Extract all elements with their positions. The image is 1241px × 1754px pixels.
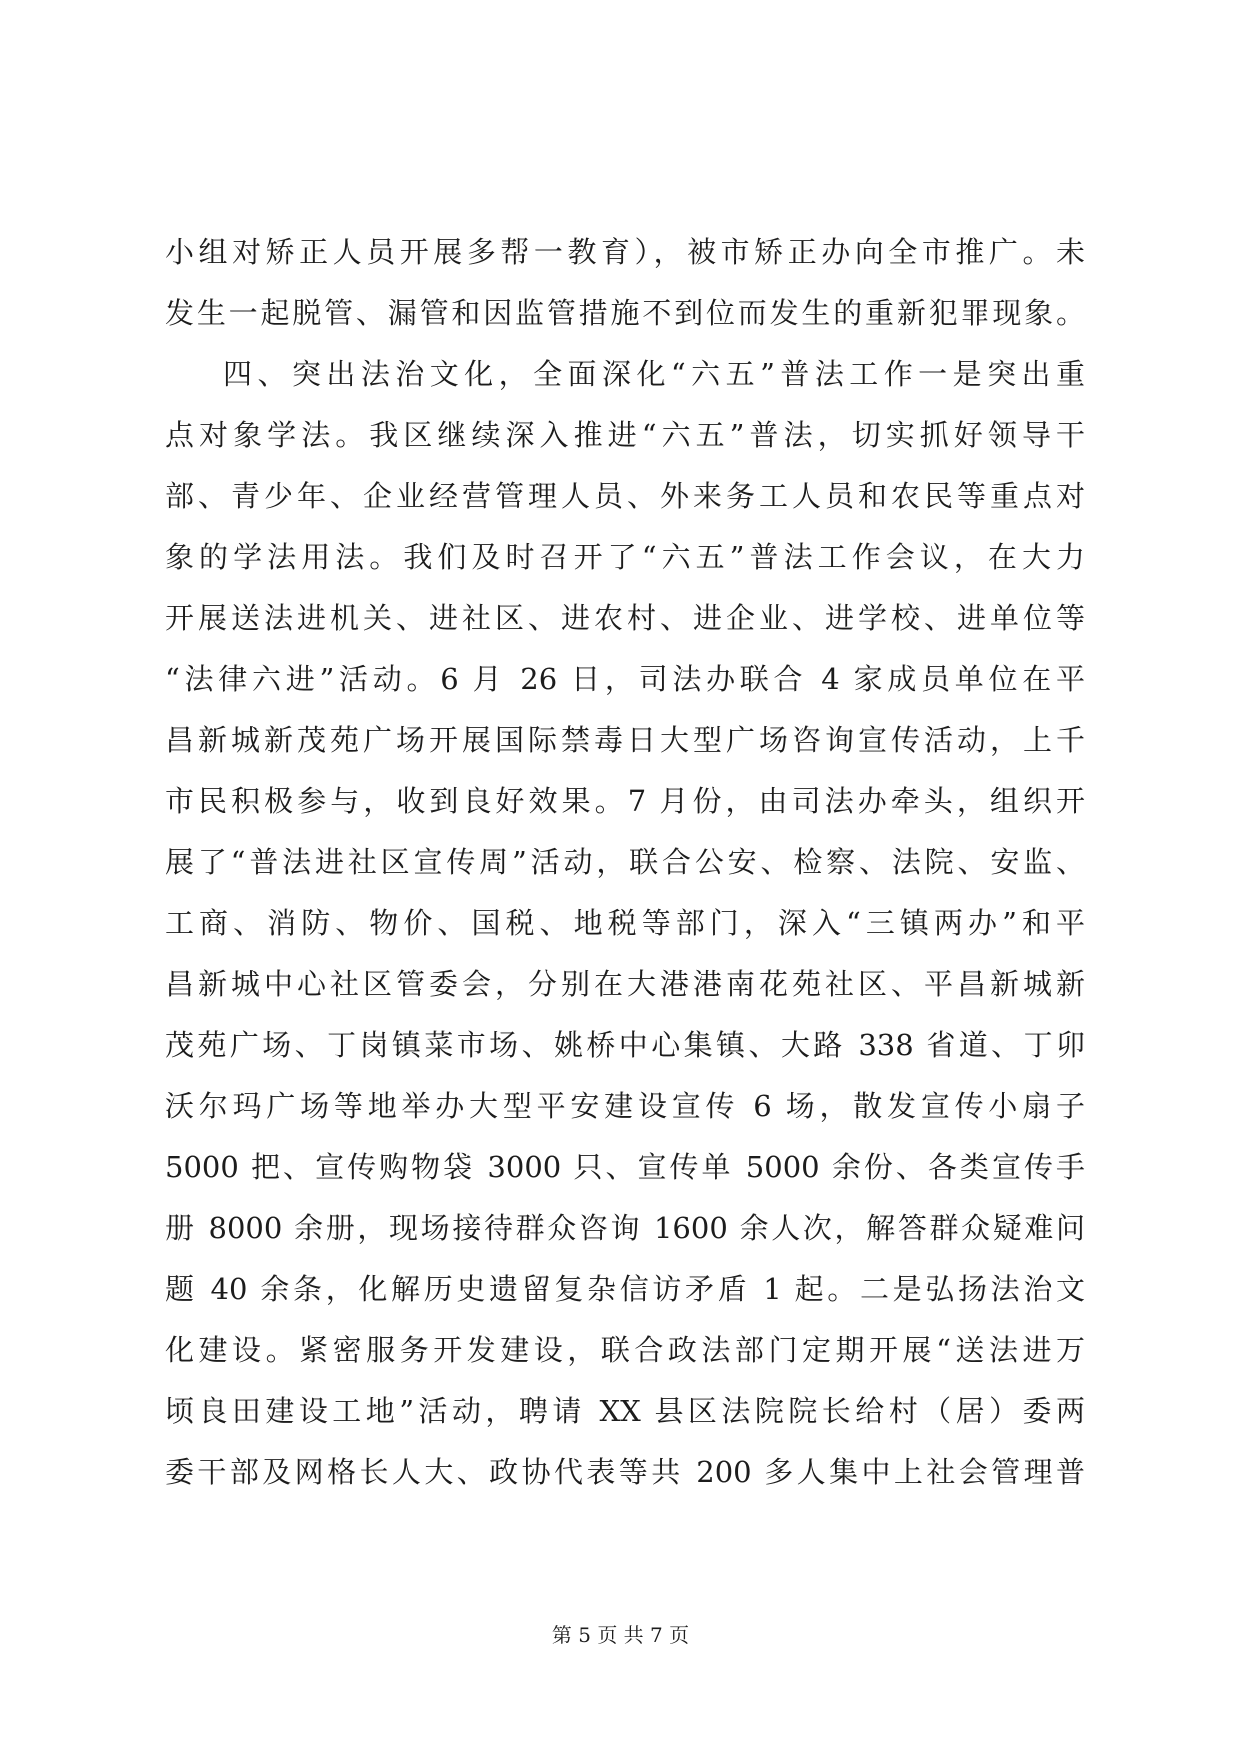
text-line: 部、青少年、企业经营管理人员、外来务工人员和农民等重点对 [165, 479, 1085, 513]
text-line: 化建设。紧密服务开发建设，联合政法部门定期开展“送法进万 [165, 1333, 1085, 1367]
text-line: 市民积极参与，收到良好效果。7 月份，由司法办牵头，组织开 [165, 784, 1085, 818]
text-line: 点对象学法。我区继续深入推进“六五”普法，切实抓好领导干 [165, 418, 1085, 452]
text-line: 委干部及网格长人大、政协代表等共 200 多人集中上社会管理普 [165, 1455, 1085, 1489]
text-line: 顷良田建设工地”活动，聘请 XX 县区法院院长给村（居）委两 [165, 1394, 1085, 1428]
text-line: 题 40 余条，化解历史遗留复杂信访矛盾 1 起。二是弘扬法治文 [165, 1272, 1085, 1306]
text-line: 小组对矫正人员开展多帮一教育），被市矫正办向全市推广。未 [165, 235, 1085, 269]
text-line: 发生一起脱管、漏管和因监管措施不到位而发生的重新犯罪现象。 [165, 296, 1085, 330]
text-line: 工商、消防、物价、国税、地税等部门，深入“三镇两办”和平 [165, 906, 1085, 940]
text-line: 展了“普法进社区宣传周”活动，联合公安、检察、法院、安监、 [165, 845, 1085, 879]
section-heading-line: 四、突出法治文化，全面深化“六五”普法工作一是突出重 [223, 357, 1085, 391]
text-line: 开展送法进机关、进社区、进农村、进企业、进学校、进单位等 [165, 601, 1085, 635]
text-line: 沃尔玛广场等地举办大型平安建设宣传 6 场，散发宣传小扇子 [165, 1089, 1085, 1123]
text-line: 茂苑广场、丁岗镇菜市场、姚桥中心集镇、大路 338 省道、丁卯 [165, 1028, 1085, 1062]
text-line: 象的学法用法。我们及时召开了“六五”普法工作会议，在大力 [165, 540, 1085, 574]
page-number-footer: 第 5 页 共 7 页 [551, 1623, 690, 1647]
text-line: 昌新城新茂苑广场开展国际禁毒日大型广场咨询宣传活动，上千 [165, 723, 1085, 757]
text-line: 5000 把、宣传购物袋 3000 只、宣传单 5000 余份、各类宣传手 [165, 1150, 1085, 1184]
text-line: “法律六进”活动。6 月 26 日，司法办联合 4 家成员单位在平 [165, 662, 1085, 696]
text-line: 昌新城中心社区管委会，分别在大港港南花苑社区、平昌新城新 [165, 967, 1085, 1001]
text-line: 册 8000 余册，现场接待群众咨询 1600 余人次，解答群众疑难问 [165, 1211, 1085, 1245]
